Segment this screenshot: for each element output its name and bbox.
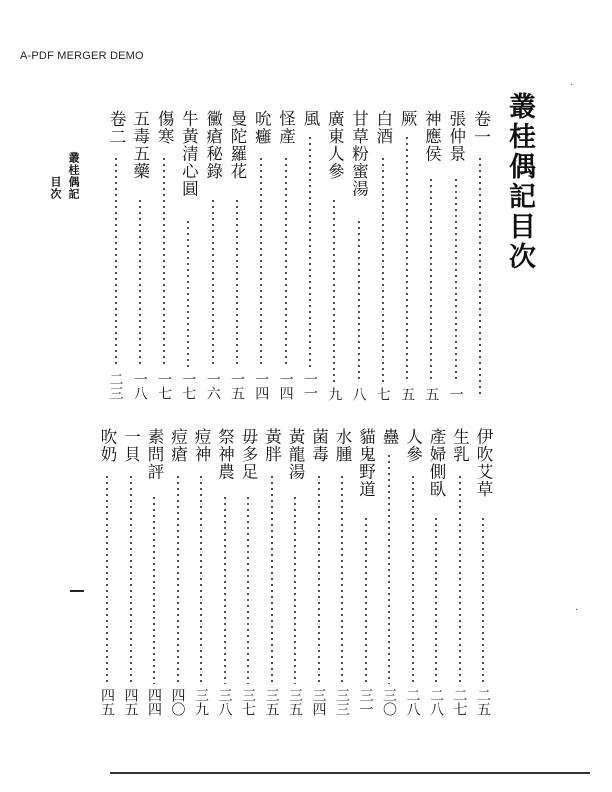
toc-entry-title: 厥 bbox=[398, 110, 418, 128]
toc-entry-title: 人參 bbox=[403, 428, 423, 463]
toc-entry-title: 五毒五藥 bbox=[130, 110, 150, 180]
toc-entry-title: 生乳 bbox=[450, 428, 470, 463]
dot-leader bbox=[317, 474, 321, 684]
toc-page-number: 三〇 bbox=[381, 688, 397, 716]
header-section-title: 目次 bbox=[49, 176, 62, 200]
toc-page-number: 三四 bbox=[310, 688, 327, 716]
toc-page-number: 一七 bbox=[156, 372, 173, 400]
toc-page-number: 一五 bbox=[229, 372, 245, 400]
toc-entry-title: 痘神 bbox=[192, 428, 211, 463]
dot-leader bbox=[105, 474, 109, 684]
toc-page-number: 四四 bbox=[146, 688, 162, 716]
toc-entry-title: 牛黃清心圓 bbox=[179, 110, 199, 198]
toc-entry-title: 神應侯 bbox=[422, 110, 442, 163]
toc-entry-title: 產婦側臥 bbox=[427, 428, 446, 498]
dot-leader bbox=[129, 474, 133, 684]
toc-page-number: 八 bbox=[350, 387, 367, 401]
dot-leader bbox=[332, 198, 336, 383]
toc-page-number: 五 bbox=[423, 387, 440, 401]
toc-page-number: 二八 bbox=[428, 688, 444, 716]
toc-entry-title: 傷寒 bbox=[155, 110, 175, 145]
dot-leader bbox=[284, 156, 288, 368]
toc-page-number: 三九 bbox=[193, 688, 209, 716]
toc-page-number: 三五 bbox=[263, 688, 280, 716]
dot-leader bbox=[381, 156, 385, 383]
toc-entry-title: 水腫 bbox=[333, 428, 352, 463]
dot-leader bbox=[340, 474, 344, 684]
toc-page-number: 四五 bbox=[122, 688, 139, 716]
toc-entry-title: 怪產 bbox=[276, 110, 296, 145]
dot-leader bbox=[364, 516, 368, 684]
margin-mark: · bbox=[570, 80, 574, 91]
dot-leader bbox=[235, 198, 239, 368]
toc-page-number: 一四 bbox=[277, 372, 294, 400]
toc-entry-title: 吹奶 bbox=[98, 428, 117, 463]
toc-entry-title: 卷一 bbox=[470, 110, 490, 146]
dot-leader bbox=[458, 474, 462, 684]
toc-entry-title: 毋多足 bbox=[239, 428, 258, 481]
dot-leader bbox=[246, 495, 250, 684]
toc-entry-title: 白酒 bbox=[373, 110, 393, 145]
dot-leader bbox=[223, 495, 227, 684]
dot-leader bbox=[434, 516, 438, 684]
running-header bbox=[49, 152, 82, 200]
toc-page-number: 一六 bbox=[204, 372, 221, 400]
watermark-text: A-PDF MERGER DEMO bbox=[20, 50, 144, 62]
toc-page-number: 二七 bbox=[451, 688, 468, 716]
dot-leader bbox=[405, 135, 409, 383]
dot-leader bbox=[162, 156, 166, 368]
toc-page-number: 三三 bbox=[334, 688, 350, 716]
toc-entry-title: 甘草粉蜜湯 bbox=[349, 110, 369, 198]
dot-leader bbox=[478, 156, 482, 398]
toc-entry-title: 菌毒 bbox=[309, 428, 329, 463]
toc-entry-title: 吮癰 bbox=[252, 110, 272, 145]
dot-leader bbox=[411, 474, 415, 684]
dot-leader bbox=[387, 453, 391, 684]
toc-page-number: 三八 bbox=[216, 688, 233, 716]
dot-leader bbox=[176, 474, 180, 684]
header-book-title: 叢桂偶記 bbox=[67, 152, 80, 200]
toc-entry-title: 曼陀羅花 bbox=[228, 110, 247, 180]
dot-leader bbox=[138, 198, 142, 368]
toc-entry-title: 廣東人參 bbox=[325, 110, 345, 180]
dot-leader bbox=[259, 156, 263, 368]
toc-page-number: 二八 bbox=[404, 688, 421, 716]
dot-leader bbox=[114, 156, 118, 368]
toc-entry-title: 張仲景 bbox=[446, 110, 466, 163]
page-title: 叢桂偶記目次 bbox=[504, 92, 535, 272]
toc-page-number: 三一 bbox=[357, 688, 374, 716]
toc-entry-title: 祭神農 bbox=[215, 428, 235, 481]
dot-leader bbox=[481, 516, 485, 684]
toc-page-number: 五 bbox=[399, 387, 416, 401]
dot-leader bbox=[186, 219, 190, 368]
toc-page-number: 二三 bbox=[107, 372, 124, 400]
scan-bottom-rule bbox=[110, 772, 590, 774]
toc-entry-title: 痘瘡 bbox=[168, 428, 188, 463]
dot-leader bbox=[152, 495, 156, 684]
toc-page-number: 一七 bbox=[180, 372, 197, 400]
toc-entry-title: 卷二 bbox=[105, 110, 126, 146]
toc-entry-title: 黴瘡秘錄 bbox=[203, 110, 223, 180]
toc-page-number: 四五 bbox=[99, 688, 115, 716]
folio-number bbox=[70, 590, 84, 592]
toc-page-number: 三七 bbox=[240, 688, 256, 716]
toc-page-number: 四〇 bbox=[169, 688, 186, 716]
toc-page-number: 一八 bbox=[131, 372, 148, 400]
toc-page-number: 一四 bbox=[253, 372, 270, 400]
dot-leader bbox=[270, 474, 274, 684]
dot-leader bbox=[293, 495, 297, 684]
margin-mark: · bbox=[575, 605, 579, 616]
toc-entry-title: 黃胖 bbox=[262, 428, 282, 463]
toc-entry-title: 貓鬼野道 bbox=[356, 428, 376, 498]
dot-leader bbox=[429, 177, 433, 383]
toc-page-number: 一一 bbox=[301, 372, 318, 400]
toc-entry-title: 蠱 bbox=[380, 428, 399, 446]
dot-leader bbox=[199, 474, 203, 684]
toc-entry-title: 風 bbox=[300, 110, 320, 128]
toc-page-number: 九 bbox=[326, 387, 343, 401]
toc-entry-title: 素問評 bbox=[145, 428, 164, 481]
toc-page-number: 一 bbox=[447, 387, 464, 401]
toc-page-number: 七 bbox=[374, 387, 391, 401]
toc-entry-title: 伊吹艾草 bbox=[474, 428, 493, 498]
toc-page-number: 二五 bbox=[475, 688, 491, 716]
toc-entry-title: 一貝 bbox=[121, 428, 141, 463]
toc-entry-title: 黃龍湯 bbox=[286, 428, 305, 481]
dot-leader bbox=[308, 135, 312, 368]
dot-leader bbox=[454, 177, 458, 383]
toc-page-number: 三五 bbox=[287, 688, 303, 716]
dot-leader bbox=[357, 219, 361, 383]
dot-leader bbox=[211, 198, 215, 368]
